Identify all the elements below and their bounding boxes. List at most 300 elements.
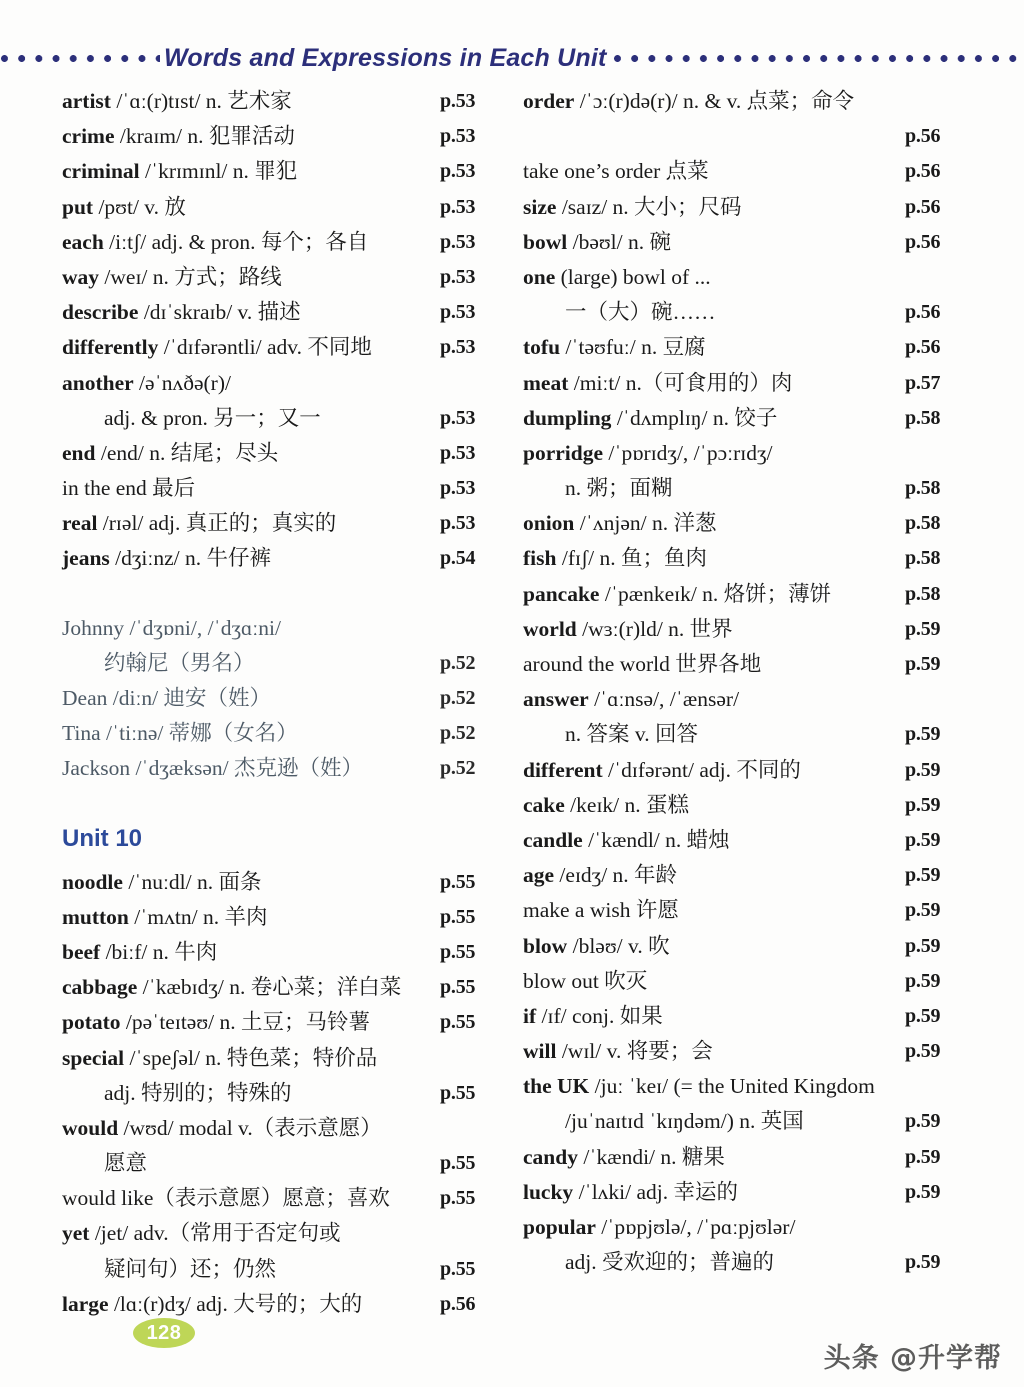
vocab-entry [523,999,993,1034]
vocab-entry [523,1034,993,1069]
dot-leader-right [613,54,1024,63]
vocab-line [523,717,993,752]
page-reference: p.58 [905,512,941,535]
page-reference: p.52 [440,757,476,780]
page-reference: p.59 [905,1004,941,1027]
vocab-text: take one’s order 点菜 [523,159,709,184]
page-title: Words and Expressions in Each Unit [164,43,607,72]
vocab-text: order /ˈɔː(r)də(r)/ n. & v. 点菜；命令 [523,89,855,113]
vocab-entry [62,900,502,935]
vocab-text: artist /ˈɑː(r)tɪst/ n. 艺术家 [62,89,292,113]
page-reference: p.53 [440,265,476,288]
vocab-line [523,225,993,260]
headword: another [62,370,134,395]
vocab-entry [62,84,502,119]
vocab-entry [523,823,993,858]
vocab-line [523,929,993,964]
vocab-entry [62,1181,502,1216]
vocab-line [62,935,502,970]
headword: potato [62,1010,121,1035]
headword: one [523,264,556,289]
vocab-entry [62,970,502,1005]
vocab-text: in the end 最后 [62,476,196,501]
headword: blow [523,933,568,958]
vocab-text: way /weɪ/ n. 方式；路线 [62,264,282,289]
page-reference: p.53 [440,125,476,148]
page-header [0,38,1024,78]
vocab-entry [62,154,502,189]
vocab-text: yet /jet/ adv.（常用于否定句或 [62,1221,341,1246]
vocab-text: Tina /ˈtiːnə/ 蒂娜（女名） [62,721,298,746]
vocab-text: large /lɑː(r)dʒ/ adj. 大号的；大的 [62,1291,363,1316]
vocab-text: different /ˈdɪfərənt/ adj. 不同的 [523,757,801,782]
vocab-line [523,295,993,330]
vocab-line [62,471,502,506]
vocab-line [62,295,502,330]
vocab-line [523,753,993,788]
vocab-line [62,436,502,471]
vocab-entry [523,401,993,436]
headword: put [62,194,94,219]
vocab-line [523,436,993,471]
vocab-line [62,1005,502,1040]
page-reference: p.55 [440,870,476,893]
vocab-entry [523,1069,993,1139]
vocab-text: cake /keɪk/ n. 蛋糕 [523,792,690,817]
vocab-text: put /pʊt/ v. 放 [62,194,186,219]
vocab-entry [523,788,993,823]
headword: jeans [62,546,110,571]
page-reference: p.59 [905,828,941,851]
vocab-text: 疑问句）还；仍然 [104,1256,277,1281]
headword: noodle [62,869,123,894]
page-reference: p.54 [440,547,476,570]
page-reference: p.55 [440,1187,476,1210]
vocab-text: would /wʊd/ modal v.（表示意愿） [62,1115,382,1140]
headword: each [62,229,104,254]
headword: popular [523,1215,596,1239]
vocab-entry [62,260,502,295]
vocab-entry [62,751,502,786]
vocab-line [523,260,993,295]
vocab-entry [523,506,993,541]
headword: beef [62,939,101,964]
headword: will [523,1039,557,1064]
vocab-entry [62,1005,502,1040]
unit-entry-list [62,865,502,1322]
headword: porridge [523,440,604,465]
page-reference: p.58 [905,406,941,429]
vocab-line [62,190,502,225]
headword: way [62,264,100,289]
headword: world [523,616,577,641]
page-reference: p.56 [905,125,941,148]
headword: differently [62,335,159,360]
vocab-text: bowl /bəʊl/ n. 碗 [523,229,671,254]
page-reference: p.56 [440,1292,476,1315]
headword: answer [523,687,589,712]
page-reference: p.52 [440,651,476,674]
vocab-entry [62,681,502,716]
vocab-line [62,1181,502,1216]
vocab-entry [62,366,502,436]
vocab-line [62,611,502,646]
vocab-line [62,225,502,260]
vocab-text: 一（大）碗…… [565,300,716,325]
unit-heading: Unit 10 [62,824,143,852]
vocab-line [62,970,502,1005]
vocab-text: crime /kraɪm/ n. 犯罪活动 [62,124,295,149]
vocab-text: cabbage /ˈkæbɪdʒ/ n. 卷心菜；洋白菜 [62,975,402,1000]
vocab-text: candy /ˈkændi/ n. 糖果 [523,1144,725,1169]
vocab-entry [62,471,502,506]
vocab-line [62,330,502,365]
vocab-text: criminal /ˈkrɪmɪnl/ n. 罪犯 [62,159,298,184]
vocab-line [62,865,502,900]
page-reference: p.53 [440,195,476,218]
vocab-entry [523,682,993,752]
vocab-line [62,401,502,436]
vocab-line [523,1069,993,1104]
vocab-line [62,1287,502,1322]
vocab-line [523,823,993,858]
vocab-line [523,612,993,647]
vocab-entry [523,647,993,682]
vocab-line [62,506,502,541]
vocab-entry [62,1216,502,1286]
vocabulary-columns [0,84,1024,1316]
vocab-entry [523,612,993,647]
vocab-line [62,366,502,401]
page-reference: p.53 [440,90,476,112]
vocab-text: if /ɪf/ conj. 如果 [523,1003,663,1028]
vocab-line [523,119,993,154]
vocab-text: tofu /ˈtəʊfuː/ n. 豆腐 [523,335,706,360]
page-reference: p.56 [905,230,941,253]
vocab-text: adj. & pron. 另一；又一 [104,405,321,430]
vocab-text: special /ˈspeʃəl/ n. 特色菜；特价品 [62,1045,378,1070]
vocab-text: lucky /ˈlʌki/ adj. 幸运的 [523,1179,739,1204]
vocab-line [523,964,993,999]
vocab-text: world /wɜː(r)ld/ n. 世界 [523,616,733,641]
page-reference: p.58 [905,582,941,605]
page-reference: p.53 [440,512,476,535]
headword: meat [523,370,569,395]
vocab-text: meat /miːt/ n.（可食用的）肉 [523,370,793,395]
headword: would [62,1115,119,1140]
vocab-text: Johnny /ˈdʒɒni/, /ˈdʒɑːni/ [62,615,281,640]
page-reference: p.59 [905,969,941,992]
vocab-text: will /wɪl/ v. 将要；会 [523,1039,713,1064]
headword: special [62,1045,125,1070]
page-reference: p.55 [440,1152,476,1175]
vocab-entry [523,225,993,260]
vocab-line [523,401,993,436]
vocab-text: noodle /ˈnuːdl/ n. 面条 [62,869,262,894]
vocab-text: onion /ˈʌnjən/ n. 洋葱 [523,511,717,536]
vocab-entry [62,541,502,576]
vocab-text: the UK /juː ˈkeɪ/ (= the United Kingdom [523,1074,875,1099]
vocab-text: blow /bləʊ/ v. 吹 [523,933,670,958]
headword: Jackson [62,756,131,781]
vocab-entry [523,893,993,928]
right-entry-list [523,84,993,1280]
vocab-entry [523,753,993,788]
vocab-line [62,1146,502,1181]
vocab-line [523,1034,993,1069]
vocab-entry [62,935,502,970]
section-gap-2 [62,787,502,821]
vocab-text: answer /ˈɑːnsə/, /ˈænsər/ [523,687,740,712]
page-reference: p.56 [905,301,941,324]
vocab-entry [523,260,993,330]
vocab-entry [523,577,993,612]
page-reference: p.53 [440,406,476,429]
vocab-entry [62,716,502,751]
vocab-text: one (large) bowl of ... [523,264,711,289]
vocab-line [523,647,993,682]
vocab-line [523,1210,993,1245]
headword: lucky [523,1179,574,1204]
vocab-entry [523,541,993,576]
vocab-line [523,893,993,928]
page-reference: p.53 [440,301,476,324]
vocab-line [523,541,993,576]
page-reference: p.55 [440,976,476,999]
headword: end [62,440,96,465]
headword: different [523,757,603,782]
vocab-line [62,1041,502,1076]
headword: real [62,511,98,536]
vocab-entry [523,1175,993,1210]
vocab-text: would like（表示意愿）愿意；喜欢 [62,1186,390,1211]
vocab-text: real /rɪəl/ adj. 真正的；真实的 [62,511,337,536]
vocab-text: fish /fɪʃ/ n. 鱼；鱼肉 [523,546,707,571]
vocab-line [62,900,502,935]
vocab-line [523,1245,993,1280]
page-reference: p.58 [905,477,941,500]
headword: yet [62,1221,90,1246]
vocab-entry [62,295,502,330]
headword: bowl [523,229,568,254]
headword: Dean [62,686,108,710]
vocab-text: n. 粥；面糊 [565,476,673,501]
vocab-entry [62,225,502,260]
vocab-line [62,119,502,154]
page-reference: p.59 [905,864,941,887]
proper-noun-list [62,611,502,787]
page-reference: p.55 [440,1257,476,1280]
page-reference: p.57 [905,371,941,394]
page-reference: p.53 [440,336,476,359]
page-reference: p.56 [905,336,941,359]
vocab-line [523,506,993,541]
headword: dumpling [523,405,612,430]
vocab-text: describe /dɪˈskraɪb/ v. 描述 [62,300,301,325]
page-reference: p.59 [905,899,941,922]
page-reference: p.52 [440,687,476,709]
vocab-text: pancake /ˈpænkeɪk/ n. 烙饼；薄饼 [523,581,832,606]
vocab-text: around the world 世界各地 [523,652,762,676]
vocab-entry [62,865,502,900]
vocab-entry [523,858,993,893]
vocab-entry [62,436,502,471]
vocab-entry [62,119,502,154]
vocab-entry [62,611,502,681]
watermark: 头条 @升学帮 [823,1343,1002,1374]
vocab-line [62,260,502,295]
vocab-text: /juˈnaɪtɪd ˈkɪŋdəm/) n. 英国 [565,1109,804,1134]
headword: Tina [62,721,101,746]
page-reference: p.56 [905,195,941,218]
headword: candle [523,827,583,852]
vocab-line [62,84,502,119]
page-reference: p.59 [905,723,941,746]
headword: age [523,863,555,888]
vocab-text: differently /ˈdɪfərəntli/ adv. 不同地 [62,335,372,360]
headword: the UK [523,1074,590,1099]
vocab-line [523,682,993,717]
vocab-line [523,190,993,225]
vocab-line [523,1104,993,1139]
vocab-text: potato /pəˈteɪtəʊ/ n. 土豆；马铃薯 [62,1010,370,1035]
page-reference: p.59 [905,617,941,640]
headword: if [523,1003,537,1028]
headword: order [523,89,575,113]
page-reference: p.55 [440,1011,476,1034]
vocab-line [523,788,993,823]
vocab-line [523,1140,993,1175]
vocab-line [523,84,993,119]
vocab-entry [523,929,993,964]
headword: fish [523,546,557,571]
page-reference: p.55 [440,1081,476,1104]
page-reference: p.59 [905,1145,941,1168]
page-reference: p.59 [905,793,941,816]
page-reference: p.58 [905,547,941,570]
page-reference: p.59 [905,1110,941,1133]
vocab-entry [523,1210,993,1280]
vocab-line [62,1111,502,1146]
vocab-entry [523,330,993,365]
page-reference: p.59 [905,1040,941,1063]
vocab-text: make a wish 许愿 [523,898,679,923]
vocab-text: another /əˈnʌðə(r)/ [62,370,231,395]
vocab-line [523,366,993,401]
vocab-text: blow out 吹灭 [523,968,648,993]
page-reference: p.59 [905,1180,941,1203]
vocab-line [523,471,993,506]
page-reference: p.55 [440,940,476,963]
headword: mutton [62,904,129,929]
page-reference: p.59 [905,934,941,957]
vocab-line [523,330,993,365]
vocab-line [62,1216,502,1251]
headword: Johnny [62,615,125,640]
vocab-line [62,681,502,716]
page-reference: p.59 [905,1251,941,1274]
vocab-line [62,541,502,576]
vocab-text: Jackson /ˈdʒæksən/ 杰克逊（姓） [62,756,363,781]
vocab-entry [62,190,502,225]
right-column [523,84,993,1294]
headword: cake [523,792,565,817]
headword: large [62,1291,109,1316]
vocab-entry [523,1140,993,1175]
vocab-line [62,716,502,751]
vocab-entry [523,154,993,189]
headword: crime [62,124,115,149]
vocab-text: candle /ˈkændl/ n. 蜡烛 [523,827,730,852]
vocab-text: size /saɪz/ n. 大小；尺码 [523,194,742,219]
page-reference: p.53 [440,441,476,464]
page-reference: p.52 [440,722,476,745]
vocab-text: adj. 受欢迎的；普遍的 [565,1250,775,1275]
vocab-line [62,646,502,681]
headword: describe [62,300,139,325]
vocab-text: end /end/ n. 结尾；尽头 [62,440,279,465]
vocab-text: adj. 特别的；特殊的 [104,1080,292,1105]
page-reference: p.56 [905,160,941,183]
section-gap [62,577,502,611]
vocab-line [523,154,993,189]
vocab-line [62,1076,502,1111]
vocab-text: each /iːtʃ/ adj. & pron. 每个；各自 [62,229,369,254]
page-number-badge: 128 [133,1318,195,1348]
page-reference: p.55 [440,905,476,928]
vocab-line [523,1175,993,1210]
vocab-text: porridge /ˈpɒrɪdʒ/, /ˈpɔːrɪdʒ/ [523,440,773,465]
vocab-line [523,577,993,612]
page-reference: p.53 [440,230,476,253]
vocab-text: dumpling /ˈdʌmplɪŋ/ n. 饺子 [523,405,778,430]
page-reference: p.59 [905,758,941,781]
vocab-text: 约翰尼（男名） [104,650,255,675]
vocab-text: n. 答案 v. 回答 [565,722,698,747]
vocab-entry [523,964,993,999]
headword: artist [62,89,111,113]
vocab-entry [62,506,502,541]
vocab-entry [62,1287,502,1322]
headword: onion [523,511,575,536]
left-entry-list [62,84,502,577]
vocab-entry [523,190,993,225]
vocab-entry [62,1041,502,1111]
vocab-text: age /eɪdʒ/ n. 年龄 [523,863,678,888]
vocab-text: jeans /dʒiːnz/ n. 牛仔裤 [62,546,272,571]
vocab-line [523,999,993,1034]
vocab-line [62,751,502,786]
vocab-line [523,858,993,893]
vocab-line [62,154,502,189]
vocab-text: beef /biːf/ n. 牛肉 [62,939,218,964]
vocab-text: popular /ˈpɒpjʊlə/, /ˈpɑːpjʊlər/ [523,1215,796,1239]
headword: pancake [523,581,600,606]
vocab-entry [523,84,993,154]
page-reference: p.59 [905,653,941,675]
left-column [62,84,502,1316]
vocab-text: Dean /diːn/ 迪安（姓） [62,686,272,710]
vocab-entry [62,330,502,365]
page-reference: p.53 [440,160,476,183]
headword: cabbage [62,975,138,1000]
vocab-text: 愿意 [104,1151,148,1176]
vocab-entry [62,1111,502,1181]
headword: size [523,194,557,219]
headword: criminal [62,159,140,184]
vocab-text: mutton /ˈmʌtn/ n. 羊肉 [62,904,268,929]
vocab-entry [523,436,993,506]
